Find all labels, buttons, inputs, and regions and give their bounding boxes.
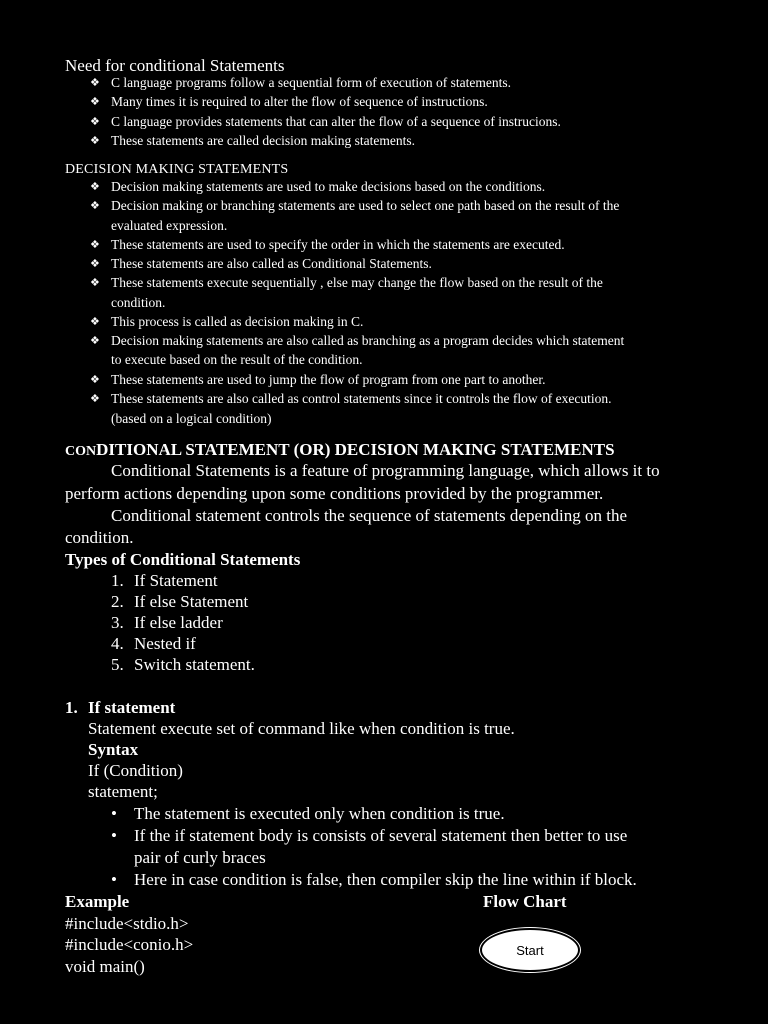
paragraph-line: Statement execute set of command like when condition is true. bbox=[88, 719, 515, 738]
paragraph-line: Conditional statement controls the sequence of statements depending on the bbox=[111, 506, 628, 525]
list-item: If Statement bbox=[134, 571, 218, 590]
list-item: C language provides statements that can alter the flow of a sequence of instrucions. bbox=[111, 114, 561, 129]
list-item: Decision making statements are used to make decisions based on the conditions. bbox=[111, 179, 546, 194]
code-line: statement; bbox=[88, 782, 158, 801]
paragraph-line: perform actions depending upon some conditions provided by the programmer. bbox=[65, 484, 604, 503]
list-item: Decision making statements are also called as branching as a program decides which statement bbox=[111, 333, 625, 348]
bullet-icon: • bbox=[111, 870, 117, 889]
list-item: If else ladder bbox=[134, 613, 223, 632]
code-line: void main() bbox=[65, 957, 145, 976]
list-item: These statements are also called as control statements since it controls the flow of execution. bbox=[111, 391, 612, 406]
list-item-continuation: evaluated expression. bbox=[111, 218, 228, 233]
list-number: 3. bbox=[111, 613, 124, 632]
list-item: This process is called as decision making in C. bbox=[111, 314, 364, 329]
paragraph-line: Conditional Statements is a feature of programming language, which allows it to bbox=[111, 461, 660, 480]
list-number: 1. bbox=[111, 571, 124, 590]
conditional-statement-heading bbox=[65, 440, 615, 460]
syntax-label: Syntax bbox=[88, 740, 139, 759]
bullet-icon: ❖ bbox=[90, 277, 100, 289]
list-item-continuation: to execute based on the result of the condition. bbox=[111, 352, 363, 367]
list-item: Here in case condition is false, then compiler skip the line within if block. bbox=[134, 870, 637, 889]
code-line: #include<stdio.h> bbox=[65, 914, 189, 933]
bullet-icon: • bbox=[111, 826, 117, 845]
list-item: Switch statement. bbox=[134, 655, 255, 674]
list-item: These statements are used to jump the flow of program from one part to another. bbox=[111, 372, 546, 387]
list-item: If the if statement body is consists of several statement then better to use bbox=[134, 826, 628, 845]
code-line: #include<conio.h> bbox=[65, 935, 194, 954]
bullet-icon: ❖ bbox=[90, 335, 100, 347]
list-item: If else Statement bbox=[134, 592, 249, 611]
list-number: 5. bbox=[111, 655, 124, 674]
list-item: C language programs follow a sequential form of execution of statements. bbox=[111, 75, 512, 90]
bullet-icon: ❖ bbox=[90, 116, 100, 128]
list-number: 4. bbox=[111, 634, 124, 653]
flowchart-start-label: Start bbox=[516, 942, 544, 958]
bullet-icon: ❖ bbox=[90, 77, 100, 89]
need-conditional-heading: Need for conditional Statements bbox=[65, 56, 285, 75]
bullet-icon: ❖ bbox=[90, 96, 100, 108]
list-item-continuation: (based on a logical condition) bbox=[111, 411, 272, 426]
paragraph-line: condition. bbox=[65, 528, 134, 547]
decision-making-heading: DECISION MAKING STATEMENTS bbox=[65, 162, 289, 177]
list-item: These statements are used to specify the order in which the statements are executed. bbox=[111, 237, 565, 252]
bullet-icon: ❖ bbox=[90, 200, 100, 212]
list-item: These statements are also called as Conditional Statements. bbox=[111, 256, 432, 271]
list-item: The statement is executed only when condition is true. bbox=[134, 804, 505, 823]
bullet-icon: ❖ bbox=[90, 393, 100, 405]
list-item: Nested if bbox=[134, 634, 196, 653]
bullet-icon: ❖ bbox=[90, 258, 100, 270]
bullet-icon: ❖ bbox=[90, 316, 100, 328]
bullet-icon: ❖ bbox=[90, 239, 100, 251]
if-statement-heading: If statement bbox=[88, 698, 176, 717]
list-item-continuation: condition. bbox=[111, 295, 166, 310]
heading-prefix: CON bbox=[65, 444, 97, 459]
types-heading: Types of Conditional Statements bbox=[65, 550, 301, 569]
flowchart-start-node bbox=[480, 928, 580, 972]
list-number: 2. bbox=[111, 592, 124, 611]
list-item: Many times it is required to alter the flow of sequence of instructions. bbox=[111, 94, 488, 109]
bullet-icon: ❖ bbox=[90, 135, 100, 147]
bullet-icon: ❖ bbox=[90, 374, 100, 386]
bullet-icon: ❖ bbox=[90, 181, 100, 193]
list-item: Decision making or branching statements are used to select one path based on the result of the bbox=[111, 198, 620, 213]
example-label: Example bbox=[65, 892, 130, 911]
flow-chart-label: Flow Chart bbox=[483, 892, 567, 911]
code-line: If (Condition) bbox=[88, 761, 183, 780]
list-item-continuation: pair of curly braces bbox=[134, 848, 266, 867]
heading-rest: DITIONAL STATEMENT (OR) DECISION MAKING STATEMENTS bbox=[96, 440, 615, 459]
section-number: 1. bbox=[65, 698, 78, 717]
bullet-icon: • bbox=[111, 804, 117, 823]
list-item: These statements are called decision making statements. bbox=[111, 133, 416, 148]
list-item: These statements execute sequentially , else may change the flow based on the result of the bbox=[111, 275, 603, 290]
